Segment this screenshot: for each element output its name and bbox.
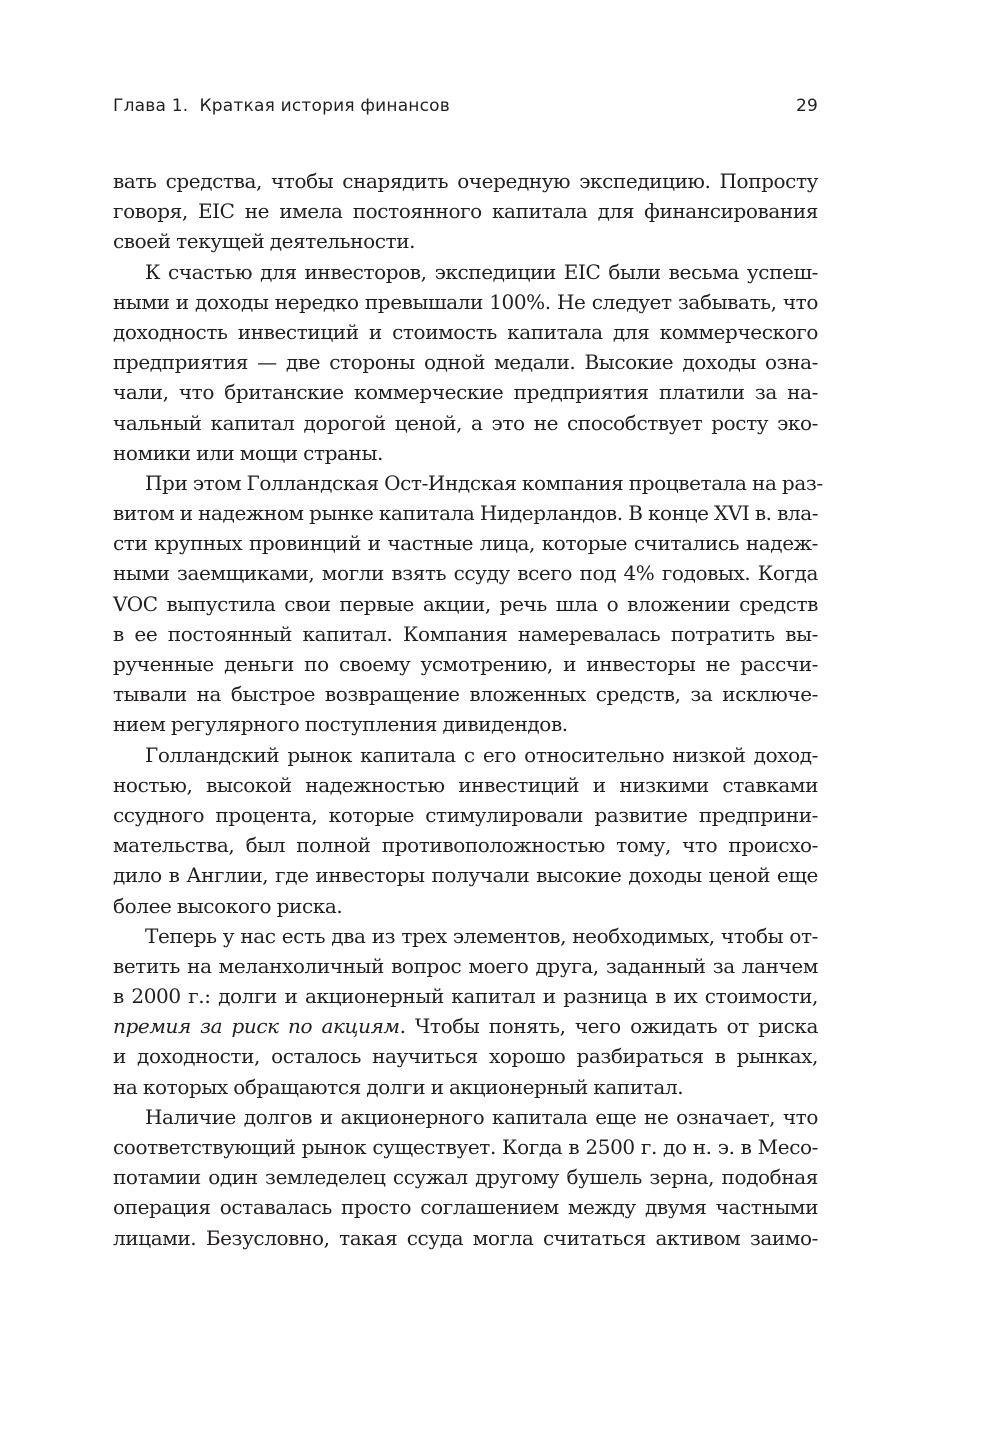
text-line: При этом Голландская Ост-Индская компания процветала на раз- xyxy=(145,470,823,495)
text-line: ностью, высокой надежностью инвестиций и низкими ставками xyxy=(113,772,818,797)
text-line: мательства, был полной противоположностью тому, что происхо- xyxy=(113,833,818,858)
text-line: ветить на меланхоличный вопрос моего друга, заданный за ланчем xyxy=(113,953,818,978)
emphasis-term: премия за риск по акциям xyxy=(113,1014,400,1039)
text-line: ными заемщиками, могли взять ссуду всего под 4% годовых. Когда xyxy=(113,561,818,586)
page-number: 29 xyxy=(795,96,818,116)
body-text xyxy=(113,166,823,1253)
text-line: Наличие долгов и акционерного капитала еще не означает, что xyxy=(145,1104,818,1129)
text-line: тывали на быстрое возвращение вложенных средств, за исключе- xyxy=(113,682,818,707)
text-line: лицами. Безусловно, такая ссуда могла считаться активом заимо- xyxy=(113,1225,818,1250)
text-line: своей текущей деятельности. xyxy=(113,229,416,254)
paragraph-6 xyxy=(113,1102,818,1253)
text-line: ными и доходы нередко превышали 100%. Не следует забывать, что xyxy=(113,289,818,314)
text-line: номики или мощи страны. xyxy=(113,440,383,465)
chapter-name: Краткая история финансов xyxy=(199,96,450,116)
text-line: нием регулярного поступления дивидендов. xyxy=(113,712,568,737)
text-line: К счастью для инвесторов, экспедиции EIC были весьма успеш- xyxy=(145,259,818,284)
text-line: на которых обращаются долги и акционерный капитал. xyxy=(113,1074,684,1099)
paragraph-4 xyxy=(113,740,818,921)
text-line: потамии один земледелец ссужал другому бушель зерна, подобная xyxy=(113,1165,818,1190)
text-line: в 2000 г.: долги и акционерный капитал и разница в их стоимости, xyxy=(113,984,818,1009)
text-line: чали, что британские коммерческие предприятия платили за на- xyxy=(113,380,818,405)
text-line: в ее постоянный капитал. Компания намеревалась потратить вы- xyxy=(113,621,818,646)
text-fragment: . Чтобы понять, чего ожидать от риска xyxy=(399,1014,818,1039)
text-line: ссудного процента, которые стимулировали развитие предприни- xyxy=(113,802,818,827)
chapter-title xyxy=(113,96,450,116)
text-line: дило в Англии, где инвесторы получали высокие доходы ценой еще xyxy=(113,863,818,888)
text-line: вать средства, чтобы снарядить очередную экспедицию. Попросту xyxy=(113,169,818,193)
text-line: сти крупных провинций и частные лица, которые считались надеж- xyxy=(113,531,818,556)
paragraph-2 xyxy=(113,257,818,468)
text-line: Теперь у нас есть два из трех элементов, необходимых, чтобы от- xyxy=(145,923,818,948)
running-head xyxy=(113,92,818,122)
text-line-with-emphasis xyxy=(113,1011,818,1041)
text-line: операция оставалась просто соглашением между двумя частными xyxy=(113,1195,818,1220)
text-line: Голландский рынок капитала с его относительно низкой доход- xyxy=(145,742,818,767)
text-line: VOC выпустила свои первые акции, речь шла о вложении средств xyxy=(113,591,818,616)
text-line: доходность инвестиций и стоимость капитала для коммерческого xyxy=(113,319,818,344)
text-line: чальный капитал дорогой ценой, а это не способствует росту эко- xyxy=(113,410,818,435)
text-line: соответствующий рынок существует. Когда в 2500 г. до н. э. в Месо- xyxy=(113,1135,818,1159)
text-line: говоря, EIC не имела постоянного капитала для финансирования xyxy=(113,199,818,224)
paragraph-1 xyxy=(113,166,818,257)
paragraph-5 xyxy=(113,921,818,1102)
text-line: и доходности, осталось научиться хорошо разбираться в рынках, xyxy=(113,1044,818,1069)
text-line: предприятия — две стороны одной медали. Высокие доходы озна- xyxy=(113,350,818,375)
text-line: более высокого риска. xyxy=(113,893,343,918)
chapter-label: Глава 1. xyxy=(113,96,189,116)
text-line: рученные деньги по своему усмотрению, и инвесторы не рассчи- xyxy=(113,652,818,676)
paragraph-3 xyxy=(113,468,823,740)
text-line: витом и надежном рынке капитала Нидерландов. В конце XVI в. вла- xyxy=(113,501,819,526)
